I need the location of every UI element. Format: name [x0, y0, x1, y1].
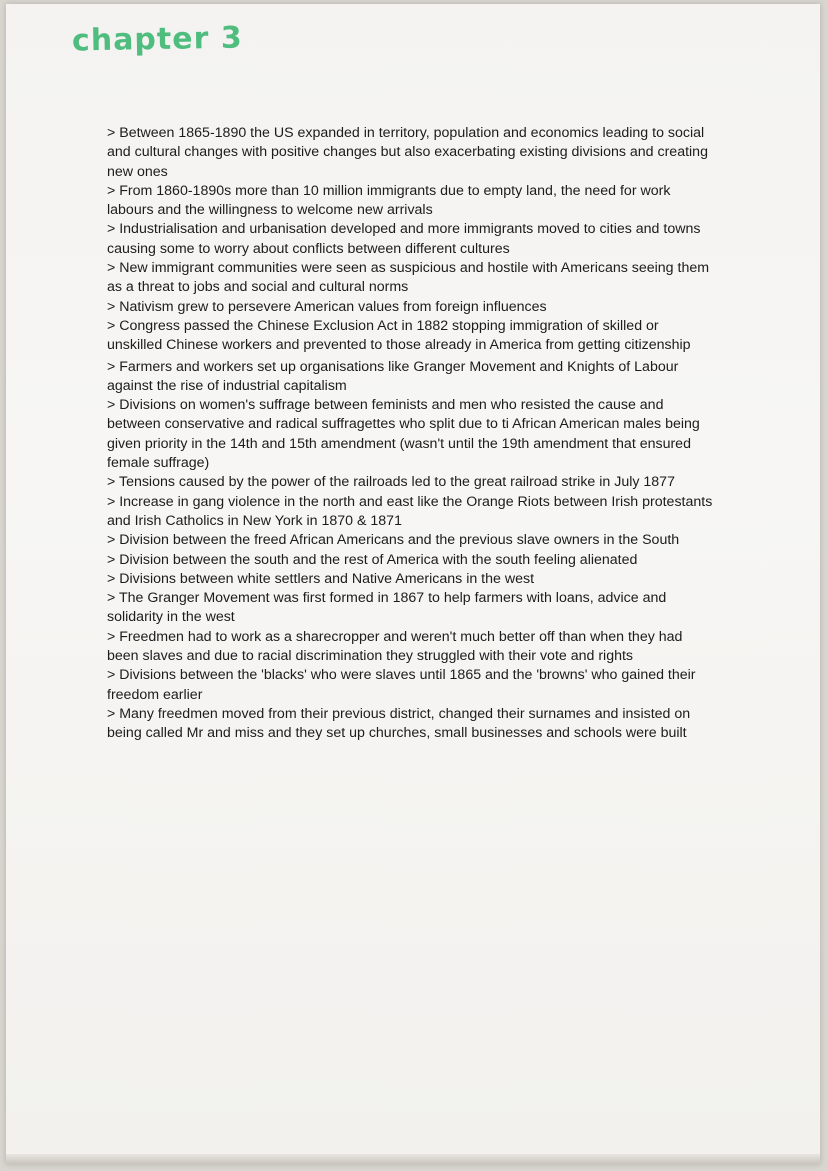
note-item: > New immigrant communities were seen as suspicious and hostile with Americans seeing them as a threat to jobs and social and cultural norms [107, 260, 710, 296]
paper-edge [6, 1154, 820, 1164]
note-item: > Increase in gang violence in the north and east like the Orange Riots between Irish protestants and Irish Catholics in New York in 1870 & 1871 [107, 493, 713, 529]
notebook-page [6, 4, 820, 1164]
note-item: > Industrialisation and urbanisation developed and more immigrants moved to cities and towns causing some to worry about conflicts between different cultures [107, 221, 701, 257]
note-item: > Divisions on women's suffrage between feminists and men who resisted the cause and between conservative and radical suffragettes who split due to ti African American males being given priority in the 14th and 15th amendment (wasn't until the 19th amendment that ensured female suffrage) [107, 397, 700, 472]
note-item: > Nativism grew to persevere American values from foreign influences [107, 298, 547, 315]
note-item: > From 1860-1890s more than 10 million immigrants due to empty land, the need for work labours and the willingness to welcome new arrivals [107, 182, 671, 219]
note-item: > Divisions between the 'blacks' who were slaves until 1865 and the 'browns' who gained their freedom earlier [107, 667, 696, 703]
page-title: chapter 3 [71, 20, 243, 59]
note-item: > The Granger Movement was first formed in 1867 to help farmers with loans, advice and solidarity in the west [107, 590, 667, 626]
note-item: > Between 1865-1890 the US expanded in territory, population and economics leading to social and cultural changes with positive changes but also exacerbating existing divisions and creating new ones [107, 125, 708, 180]
notes-list [107, 124, 717, 744]
note-item: > Congress passed the Chinese Exclusion Act in 1882 stopping immigration of skilled or unskilled Chinese workers and prevented to those already in America from getting citizenship [107, 317, 691, 354]
note-item: > Many freedmen moved from their previous district, changed their surnames and insisted on being called Mr and miss and they set up churches, small businesses and schools were built [107, 705, 691, 742]
note-item: > Division between the freed African Americans and the previous slave owners in the South [107, 532, 680, 549]
note-item: > Tensions caused by the power of the railroads led to the great railroad strike in July 1877 [107, 474, 675, 491]
note-item: > Freedmen had to work as a sharecropper and weren't much better off than when they had been slaves and due to racial discrimination they struggled with their vote and rights [107, 628, 683, 665]
note-item: > Farmers and workers set up organisations like Granger Movement and Knights of Labour against the rise of industrial capitalism [107, 358, 679, 394]
note-item: > Divisions between white settlers and Native Americans in the west [107, 570, 535, 587]
note-item: > Division between the south and the rest of America with the south feeling alienated [107, 551, 638, 568]
